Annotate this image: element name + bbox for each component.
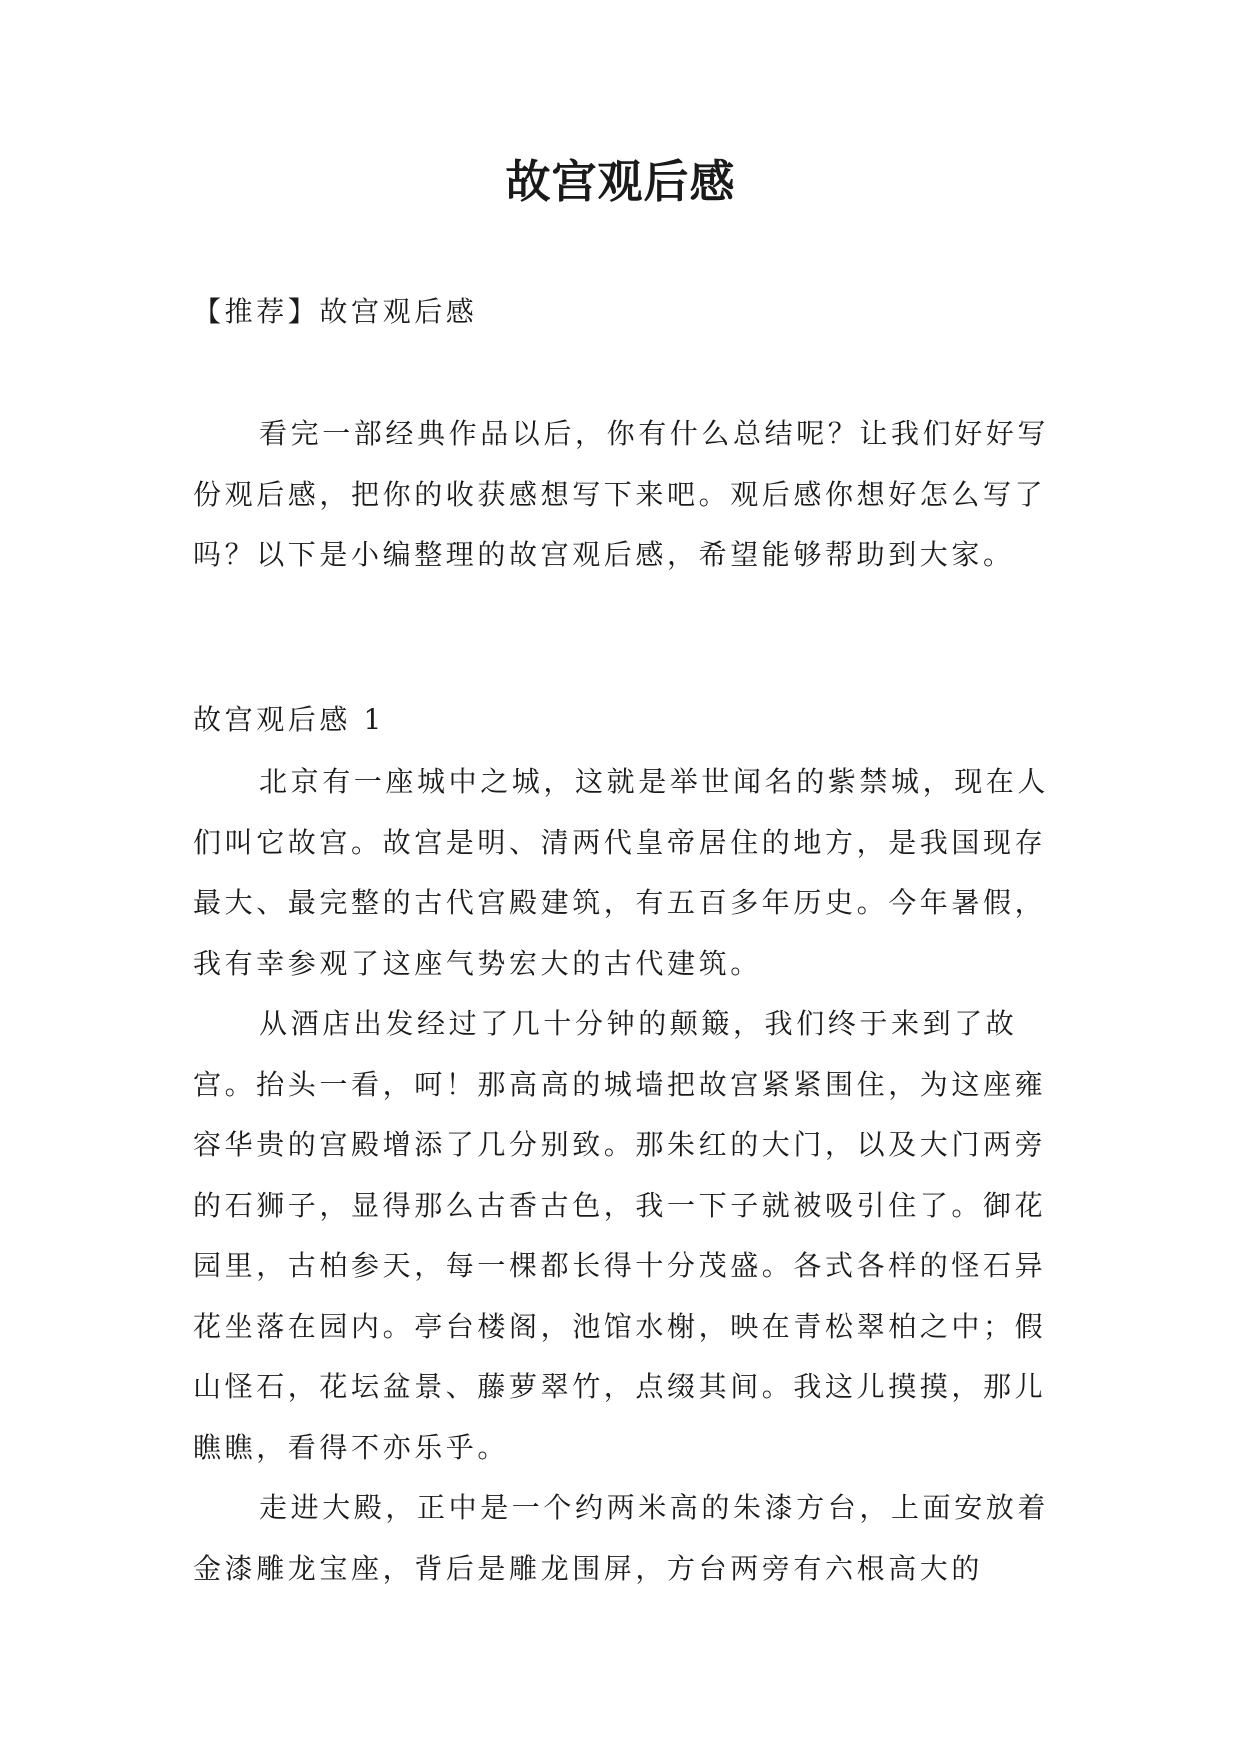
intro-paragraph: 看完一部经典作品以后，你有什么总结呢？让我们好好写份观后感，把你的收获感想写下来吧。观后感你想好怎么写了吗？以下是小编整理的故宫观后感，希望能够帮助到大家。 [193,417,1050,571]
document-title: 故宫观后感 [505,155,736,208]
paragraph: 北京有一座城中之城，这就是举世闻名的紫禁城，现在人们叫它故宫。故宫是明、清两代皇帝居住的地方，是我国现存最大、最完整的古代宫殿建筑，有五百多年历史。今年暑假，我有幸参观了这座气势宏大的古代建筑。 [193,765,1050,980]
paragraph: 从酒店出发经过了几十分钟的颠簸，我们终于来到了故宫。抬头一看，呵！那高高的城墙把故宫紧紧围住，为这座雍容华贵的宫殿增添了几分别致。那朱红的大门，以及大门两旁的石狮子，显得那么古香古色，我一下子就被吸引住了。御花园里，古柏参天，每一棵都长得十分茂盛。各式各样的怪石异花坐落在园内。亭台楼阁，池馆水榭，映在青松翠柏之中；假山怪石，花坛盆景、藤萝翠竹，点缀其间。我这儿摸摸，那儿瞧瞧，看得不亦乐乎。 [193,1007,1047,1464]
section-body [193,752,1051,1599]
recommend-line: 【推荐】故宫观后感 [193,295,478,328]
section-heading: 故宫观后感 1 [193,703,385,736]
paragraph: 走进大殿，正中是一个约两米高的朱漆方台，上面安放着金漆雕龙宝座，背后是雕龙围屏，方台两旁有六根高大的 [193,1491,1050,1585]
